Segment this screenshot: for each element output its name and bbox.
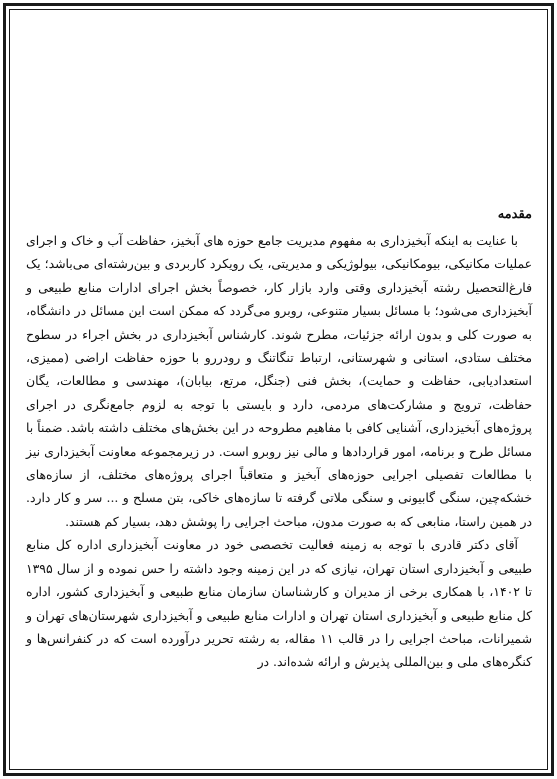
paragraph-1: با عنایت به اینکه آبخیزداری به مفهوم مدیریت جامع حوزه های آبخیز، حفاظت آب و خاک و اجرای عملیات مکانیکی، بیومکانیکی، بیولوژیکی و مدیریتی، یک رویکرد کاربردی و بین‌رشته‌ای می‌باشد؛ یک فارغ‌التحصیل رشته آبخیزداری وقتی وارد بازار کار، خصوصاً بخش اجرای ادارات منابع طبیعی و آبخیزداری می‌شود؛ با مسائل بسیار متنوعی، روبرو می‌گردد که ممکن است این مسائل در دانشگاه، به صورت کلی و بدون ارائه جزئیات، مطرح شوند. کارشناس آبخیزداری در بخش اجراء در سطوح مختلف ستادی، استانی و شهرستانی، ارتباط تنگاتنگ و رودررو با حوزه حفاظت اراضی (ممیزی، استعدادیابی، حفاظت و حمایت)، بخش فنی (جنگل، مرتع، بیابان)، مهندسی و مطالعات، یگان حفاظت، ترویج و مشارکت‌های مردمی، دارد و بایستی با توجه به لزوم جامع‌نگری در اجرای پروژه‌های آبخیزداری، آشنایی کافی با مفاهیم مطروحه در این بخش‌های مختلف داشته باشد. ضمناً با مسائل طرح و برنامه، امور قراردادها و مالی نیز روبرو است. در زیرمجموعه معاونت آبخیزداری نیز با مطالعات تفصیلی اجرایی حوزه‌های آبخیز و متعاقباً اجرای پروژه‌های مختلف، از سازه‌های خشکه‌چین، سنگی گابیونی و سنگی ملاتی گرفته تا سازه‌های خاکی، بتن مسلح و ... سر و کار دارد. در همین راستا، منابعی که به صورت مدون، مباحث اجرایی را پوشش دهد، بسیار کم هستند. — [26, 233, 532, 529]
paragraph-2: آقای دکتر قادری با توجه به زمینه فعالیت تخصصی خود در معاونت آبخیزداری اداره کل منابع طبیعی و آبخیزداری استان تهران، نیازی که در این زمینه وجود داشته را حس نموده و از سال ۱۳۹۵ تا ۱۴۰۲، با همکاری برخی از مدیران و کارشناسان سازمان منابع طبیعی و آبخیزداری کشور، اداره کل منابع طبیعی و آبخیزداری استان تهران و ادارات منابع طبیعی و آبخیزداری شهرستان‌های تهران و شمیرانات، مباحث اجرایی را در قالب ۱۱ مقاله، به رشته تحریر درآورده است که در کنفرانس‌ها و کنگره‌های ملی و بین‌المللی پذیرش و ارائه شده‌اند. در — [26, 537, 532, 670]
document-body — [26, 207, 532, 674]
section-heading: مقدمه — [497, 207, 532, 222]
